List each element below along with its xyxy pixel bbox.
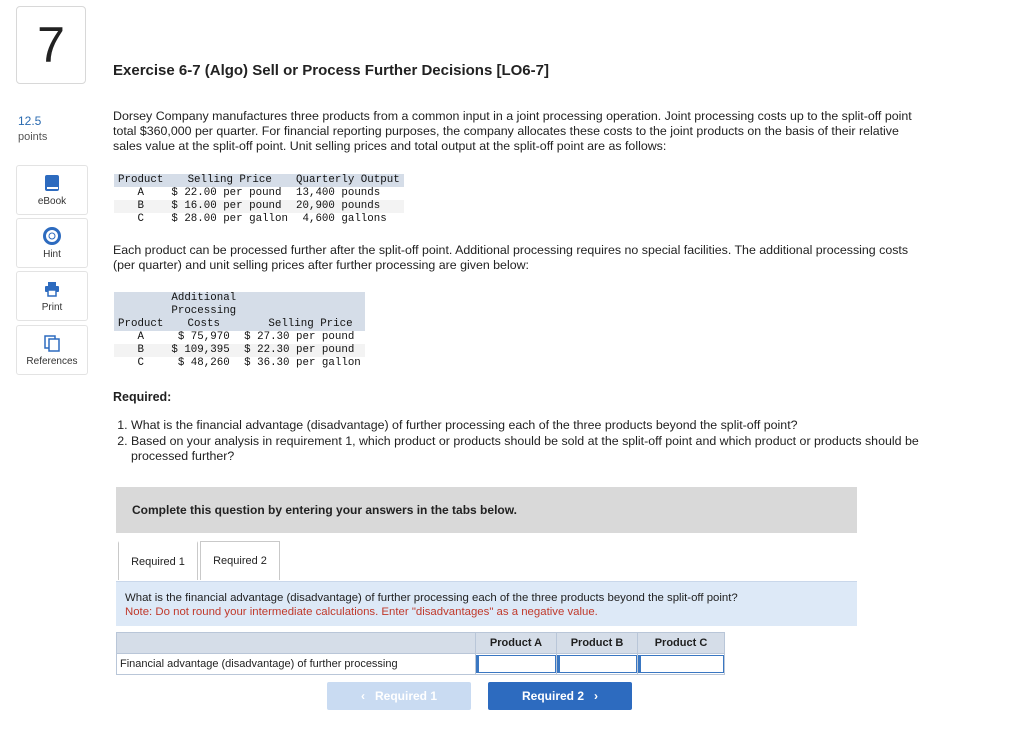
note-text: Note: Do not round your intermediate calculations. Enter "disadvantages" as a negative value. (125, 606, 598, 618)
table-cell: $ 22.30 per pound (240, 344, 365, 357)
product-b-input[interactable] (557, 655, 637, 673)
table-cell: $ 16.00 per pound (167, 200, 292, 213)
chevron-left-icon: ‹ (360, 689, 365, 703)
table-row (117, 654, 725, 675)
table-cell: $ 75,970 (171, 331, 230, 343)
table-cell: $ 22.00 per pound (171, 187, 282, 199)
tab-required-2[interactable]: Required 2 (200, 541, 280, 580)
list-item: 2. Based on your analysis in requirement 1, which product or products should be sold at the split-off point and which product or products should be processed further? (131, 434, 921, 465)
table-cell: $ 48,260 (171, 357, 230, 369)
list-item: 1. What is the financial advantage (disadvantage) of further processing each of the three products beyond the split-off point? (131, 418, 921, 434)
table-row (114, 331, 365, 344)
table-cell: A (137, 187, 144, 199)
table-header: Product C (638, 633, 725, 654)
table-cell: 20,900 pounds (292, 200, 404, 213)
further-processing-table (114, 292, 365, 370)
points-info (18, 113, 47, 145)
table-header: Selling Price (240, 292, 365, 331)
product-a-input[interactable] (476, 655, 556, 673)
table-cell: $ 28.00 per gallon (171, 213, 288, 225)
printer-icon (43, 280, 61, 298)
table-cell: A (137, 331, 144, 343)
table-header: Quarterly Output (292, 174, 404, 187)
intro-text: Dorsey Company manufactures three products from a common input in a joint processing operation. Joint processing costs up to the split-off point total $360,000 per quarter. For financial reporting purposes, the company allocates these costs to the joint products on the basis of their relative sales value at the split-off point. Unit selling prices and total output at the split-off point are as follows: (113, 109, 912, 153)
table-cell: $ 27.30 per pound (244, 331, 355, 343)
table-cell: $ 109,395 (167, 344, 240, 357)
table-header: Product (114, 174, 167, 187)
sidebar-item-hint[interactable] (16, 218, 88, 268)
table-header: Additional Processing Costs (167, 292, 240, 331)
table-cell: B (114, 344, 167, 357)
documents-icon (43, 334, 61, 352)
requirements-list (113, 418, 921, 465)
table-header: Product (114, 292, 167, 331)
sidebar-item-label: eBook (37, 195, 67, 207)
table-row (114, 213, 404, 226)
row-label: Financial advantage (disadvantage) of further processing (117, 654, 476, 675)
tab-required-1[interactable]: Required 1 (118, 541, 198, 580)
points-value: 12.5 (18, 114, 42, 128)
chevron-right-icon: › (594, 689, 598, 703)
sidebar-item-print[interactable] (16, 271, 88, 321)
sidebar-item-label: References (26, 355, 78, 367)
question-number: 7 (16, 6, 86, 84)
sidebar-item-label: Print (41, 301, 63, 313)
prev-button[interactable] (327, 682, 471, 710)
table-row (114, 357, 365, 370)
middle-text: Each product can be processed further after the split-off point. Additional processing requires no special facilities. The additional processing costs (per quarter) and unit selling prices after further processing are given below: (113, 243, 909, 272)
exercise-title: Exercise 6-7 (Algo) Sell or Process Further Decisions [LO6-7] (113, 62, 549, 79)
table-header: Product A (476, 633, 557, 654)
sidebar-item-references[interactable] (16, 325, 88, 375)
table-cell: 4,600 gallons (296, 213, 387, 225)
lifebuoy-icon (43, 227, 61, 245)
prev-button-label: Required 1 (374, 689, 437, 703)
sidebar-item-label: Hint (43, 248, 61, 260)
table-header: Selling Price (167, 174, 292, 187)
table-header-blank (117, 633, 476, 654)
table-cell: 13,400 pounds (296, 187, 381, 199)
table-header: Product B (557, 633, 638, 654)
table-row (114, 200, 404, 213)
book-icon (43, 174, 61, 192)
table-cell: $ 36.30 per gallon (244, 357, 361, 369)
sidebar-item-ebook[interactable] (16, 165, 88, 215)
table-cell: C (137, 357, 144, 369)
instruction-text: What is the financial advantage (disadvantage) of further processing each of the three products beyond the split-off point? (125, 592, 738, 604)
next-button-label: Required 2 (521, 689, 584, 703)
complete-banner: Complete this question by entering your answers in the tabs below. (116, 487, 857, 533)
product-c-input[interactable] (638, 655, 724, 673)
next-button[interactable] (488, 682, 632, 710)
table-row (114, 187, 404, 200)
table-row (114, 344, 365, 357)
instruction-panel (116, 581, 857, 626)
answer-table (116, 632, 725, 675)
points-label: points (18, 131, 48, 143)
split-off-table (114, 174, 404, 226)
table-cell: B (114, 200, 167, 213)
table-cell: C (137, 213, 144, 225)
required-heading: Required: (113, 390, 172, 404)
